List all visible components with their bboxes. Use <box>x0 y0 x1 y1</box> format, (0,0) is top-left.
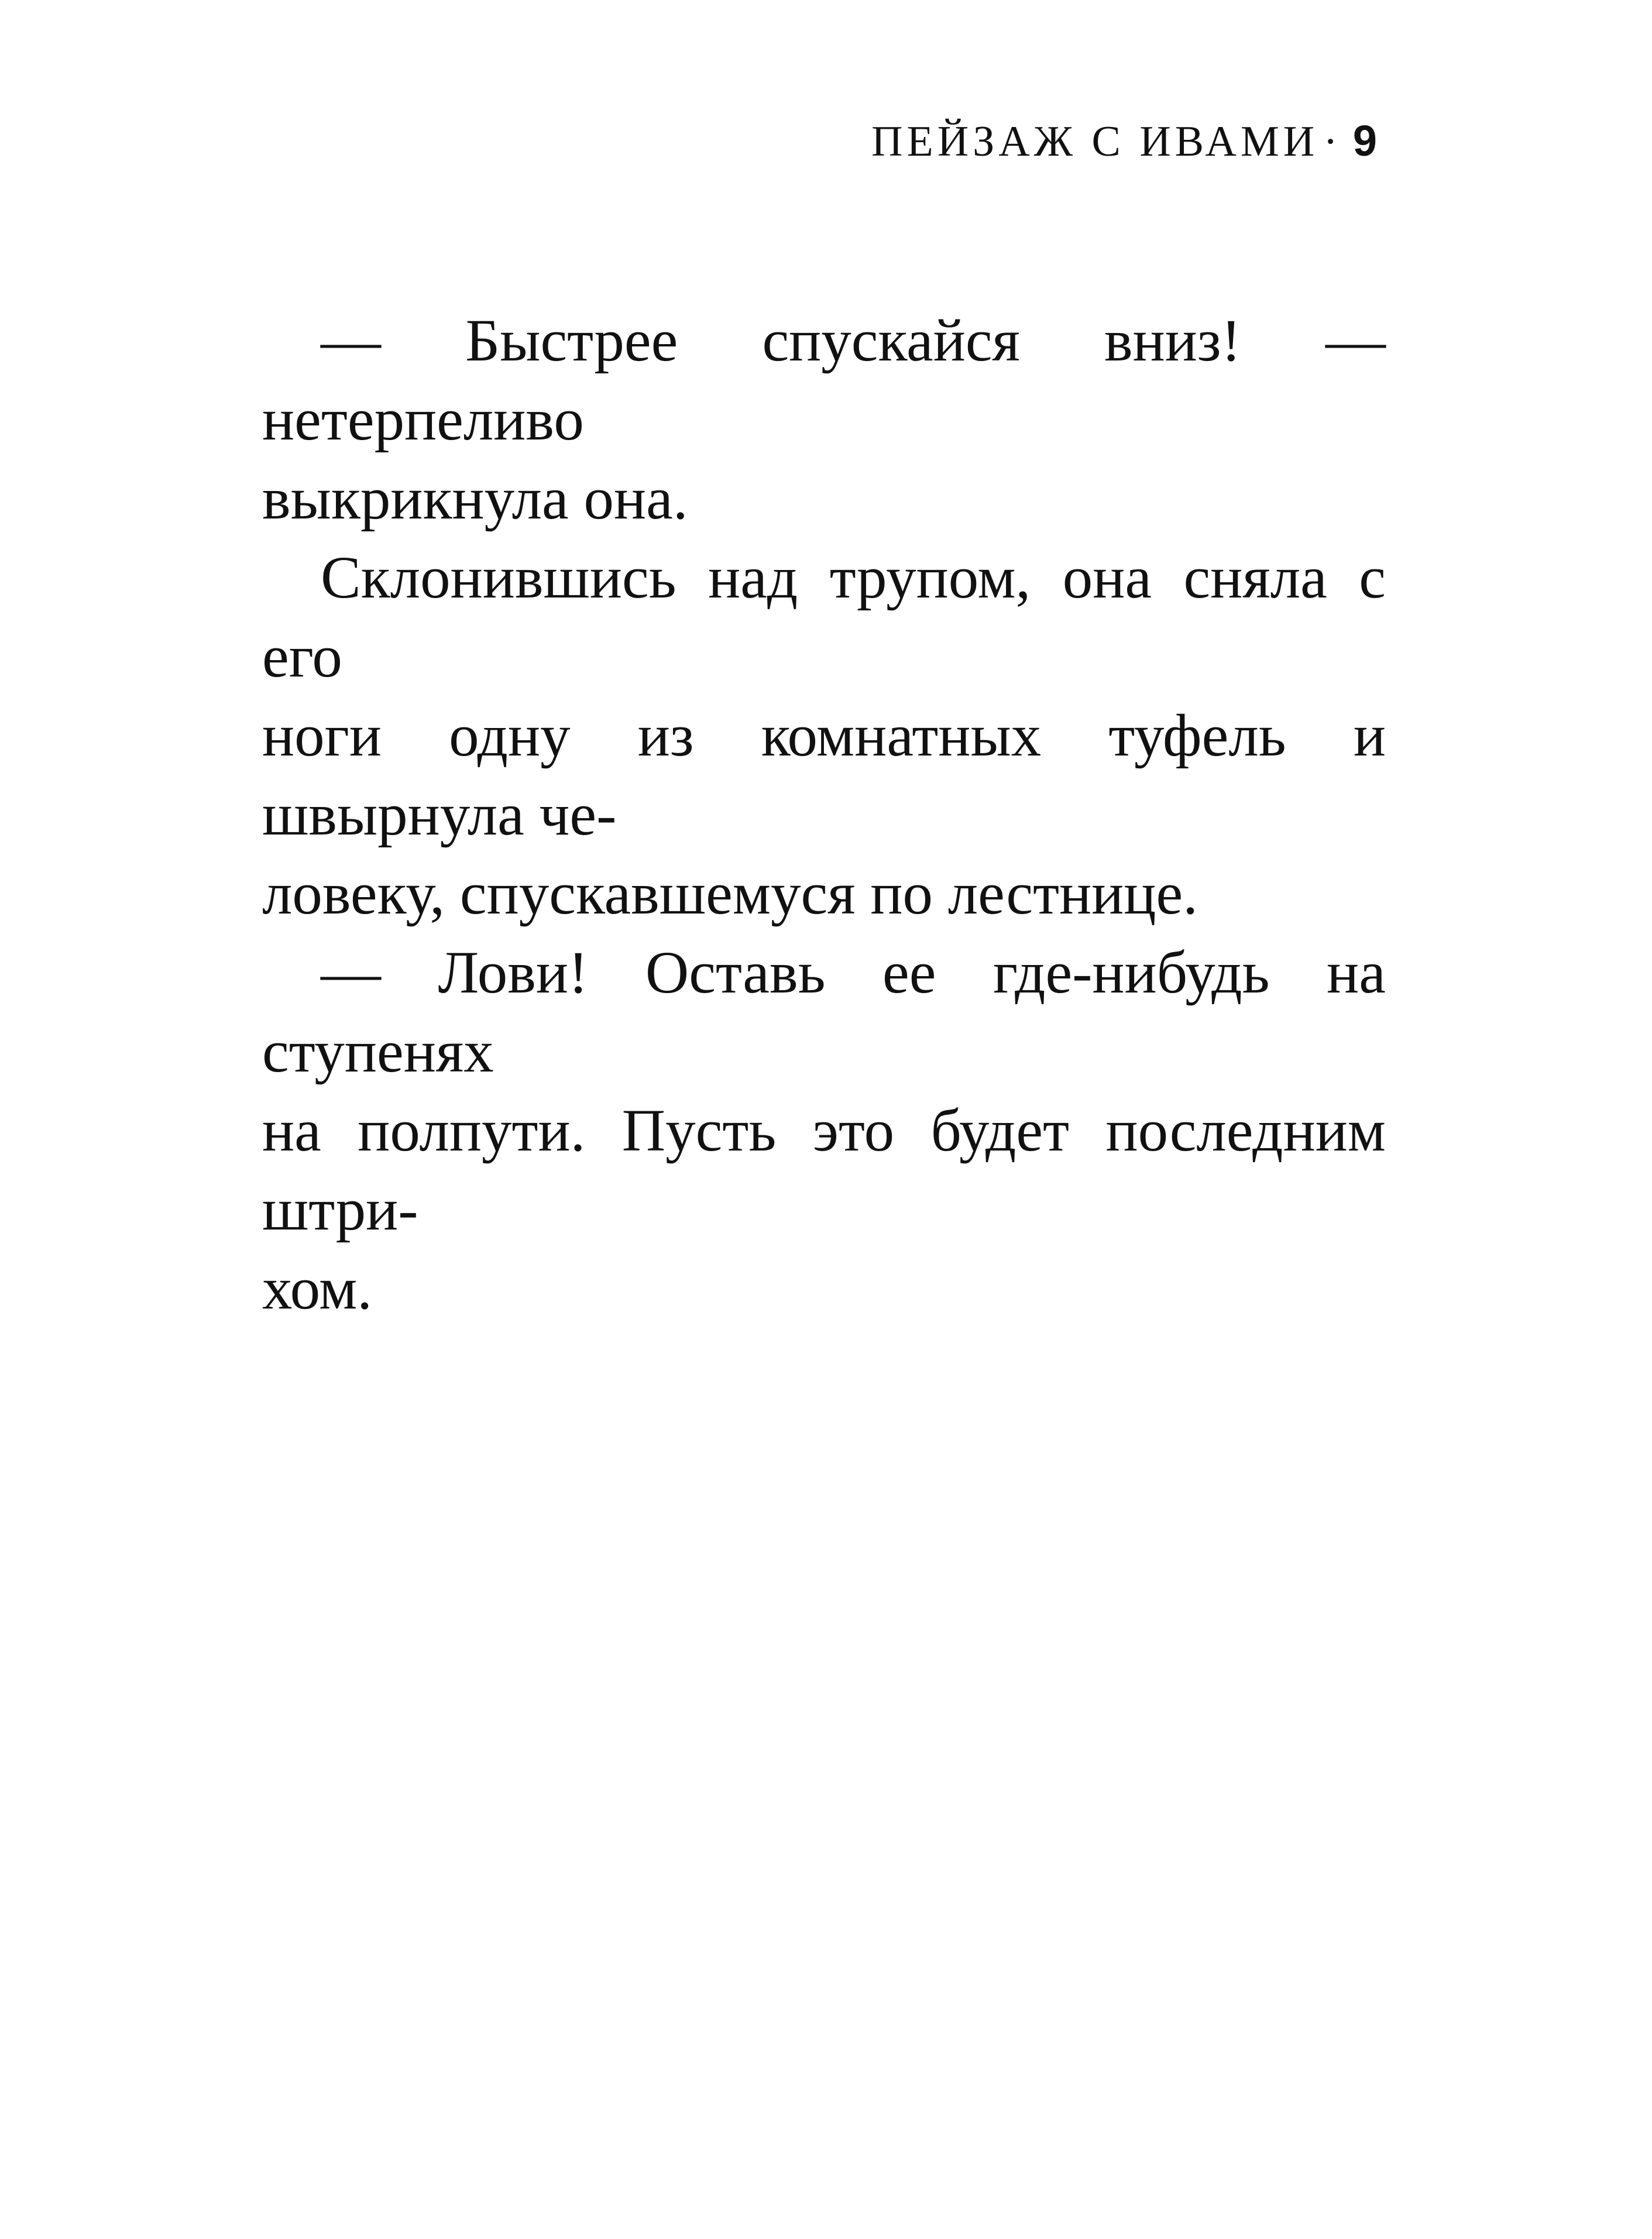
running-head-separator: · <box>1323 118 1338 166</box>
running-head-title: ПЕЙЗАЖ С ИВАМИ <box>871 118 1319 166</box>
paragraph-2: Склонившись над трупом, она сняла с его ноги одну из комнатных туфель и швырнула че- ловеку, спускавшемуся по лестнице. <box>262 544 1386 927</box>
body-text <box>262 301 1386 1328</box>
paragraph-3: — Лови! Оставь ее где-нибудь на ступенях на полпути. Пусть это будет последним штри- хом. <box>262 939 1386 1322</box>
running-head <box>871 116 1377 167</box>
page-number: 9 <box>1352 116 1377 165</box>
paragraph-1: — Быстрее спускайся вниз! — нетерпеливо выкрикнула она. <box>262 307 1386 532</box>
